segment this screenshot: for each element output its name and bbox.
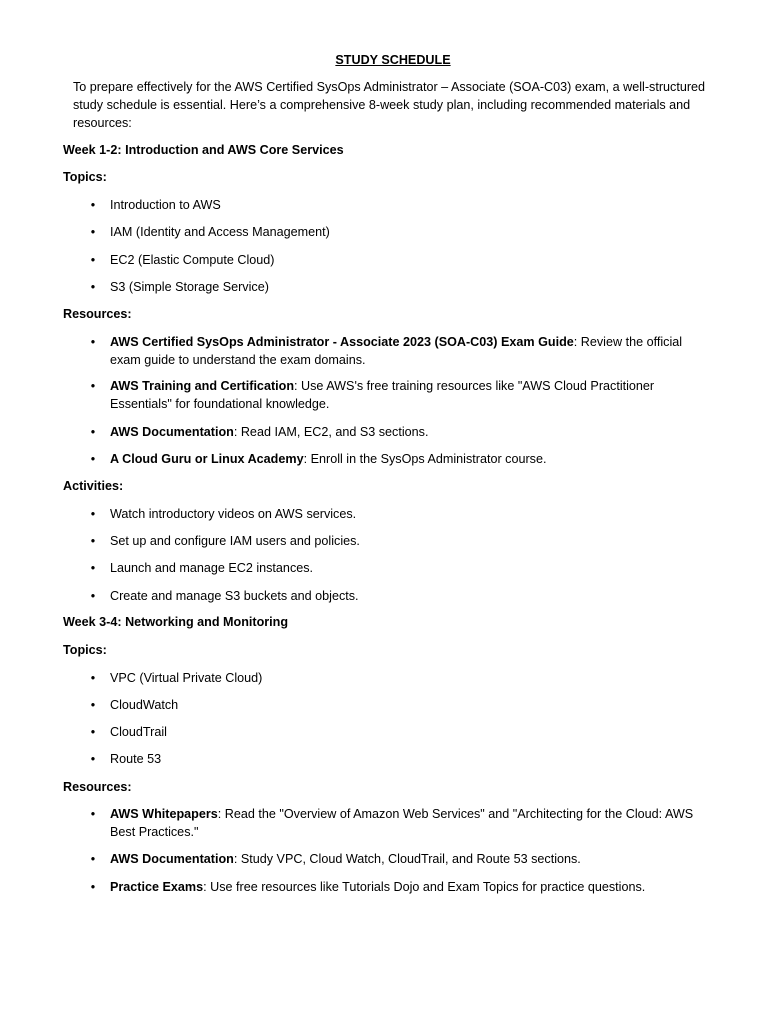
list-item: CloudTrail bbox=[110, 725, 167, 739]
list-item bbox=[110, 423, 716, 441]
bullet: • bbox=[90, 280, 96, 294]
list-item: Watch introductory videos on AWS services. bbox=[110, 507, 357, 521]
intro-paragraph: To prepare effectively for the AWS Certified SysOps Administrator – Associate (SOA-C03) exam, a well-structured study schedule is essential. Here’s a comprehensive 8-week study plan, including recommended materials and resources: bbox=[73, 80, 706, 130]
resource-desc: : Study VPC, Cloud Watch, CloudTrail, and Route 53 sections. bbox=[233, 852, 581, 866]
resource-name: AWS Whitepapers bbox=[110, 807, 218, 821]
resource-name: AWS Training and Certification bbox=[110, 379, 295, 393]
list-item bbox=[110, 850, 716, 868]
bullet: • bbox=[90, 425, 96, 439]
resource-name: Practice Exams bbox=[110, 880, 204, 894]
list-item: Introduction to AWS bbox=[110, 198, 221, 212]
week-1-2-activities-label: Activities: bbox=[63, 479, 124, 493]
week-1-2-topics-label: Topics: bbox=[63, 170, 107, 184]
list-item bbox=[110, 333, 716, 369]
week-3-4-resources-label: Resources: bbox=[63, 780, 132, 794]
list-item bbox=[110, 377, 716, 413]
list-item: Set up and configure IAM users and policies. bbox=[110, 534, 360, 548]
list-item: S3 (Simple Storage Service) bbox=[110, 280, 269, 294]
week-1-2-resources-label: Resources: bbox=[63, 307, 132, 321]
list-item bbox=[110, 450, 716, 468]
resource-desc: : Enroll in the SysOps Administrator course. bbox=[303, 452, 547, 466]
list-item: Route 53 bbox=[110, 752, 162, 766]
resource-desc: : Read IAM, EC2, and S3 sections. bbox=[233, 425, 429, 439]
resource-desc: : Use free resources like Tutorials Dojo and Exam Topics for practice questions. bbox=[203, 880, 646, 894]
bullet: • bbox=[90, 725, 96, 739]
bullet: • bbox=[90, 698, 96, 712]
bullet: • bbox=[90, 225, 96, 239]
list-item bbox=[110, 805, 716, 841]
list-item: IAM (Identity and Access Management) bbox=[110, 225, 330, 239]
list-item: EC2 (Elastic Compute Cloud) bbox=[110, 253, 275, 267]
list-item: CloudWatch bbox=[110, 698, 179, 712]
list-item: VPC (Virtual Private Cloud) bbox=[110, 671, 263, 685]
page-title: STUDY SCHEDULE bbox=[335, 53, 451, 67]
resource-desc: : Review the official exam guide to understand the exam domains. bbox=[110, 335, 683, 367]
resource-name: AWS Documentation bbox=[110, 852, 234, 866]
bullet: • bbox=[90, 253, 96, 267]
resource-desc: : Use AWS's free training resources like "AWS Cloud Practitioner Essentials" for foundational knowledge. bbox=[110, 379, 655, 411]
bullet: • bbox=[90, 534, 96, 548]
list-item bbox=[110, 878, 716, 896]
bullet: • bbox=[90, 379, 96, 393]
resource-name: AWS Certified SysOps Administrator - Associate 2023 (SOA-C03) Exam Guide bbox=[110, 335, 574, 349]
bullet: • bbox=[90, 852, 96, 866]
resource-name: A Cloud Guru or Linux Academy bbox=[110, 452, 304, 466]
bullet: • bbox=[90, 671, 96, 685]
bullet: • bbox=[90, 507, 96, 521]
bullet: • bbox=[90, 589, 96, 603]
bullet: • bbox=[90, 561, 96, 575]
week-3-4-heading: Week 3-4: Networking and Monitoring bbox=[63, 615, 289, 629]
week-3-4-topics-label: Topics: bbox=[63, 643, 107, 657]
list-item: Create and manage S3 buckets and objects. bbox=[110, 589, 359, 603]
resource-name: AWS Documentation bbox=[110, 425, 234, 439]
week-1-2-heading: Week 1-2: Introduction and AWS Core Services bbox=[63, 143, 344, 157]
bullet: • bbox=[90, 880, 96, 894]
resource-desc: : Read the "Overview of Amazon Web Services" and "Architecting for the Cloud: AWS Best Practices." bbox=[110, 807, 694, 839]
list-item: Launch and manage EC2 instances. bbox=[110, 561, 314, 575]
bullet: • bbox=[90, 807, 96, 821]
bullet: • bbox=[90, 335, 96, 349]
bullet: • bbox=[90, 452, 96, 466]
bullet: • bbox=[90, 752, 96, 766]
bullet: • bbox=[90, 198, 96, 212]
